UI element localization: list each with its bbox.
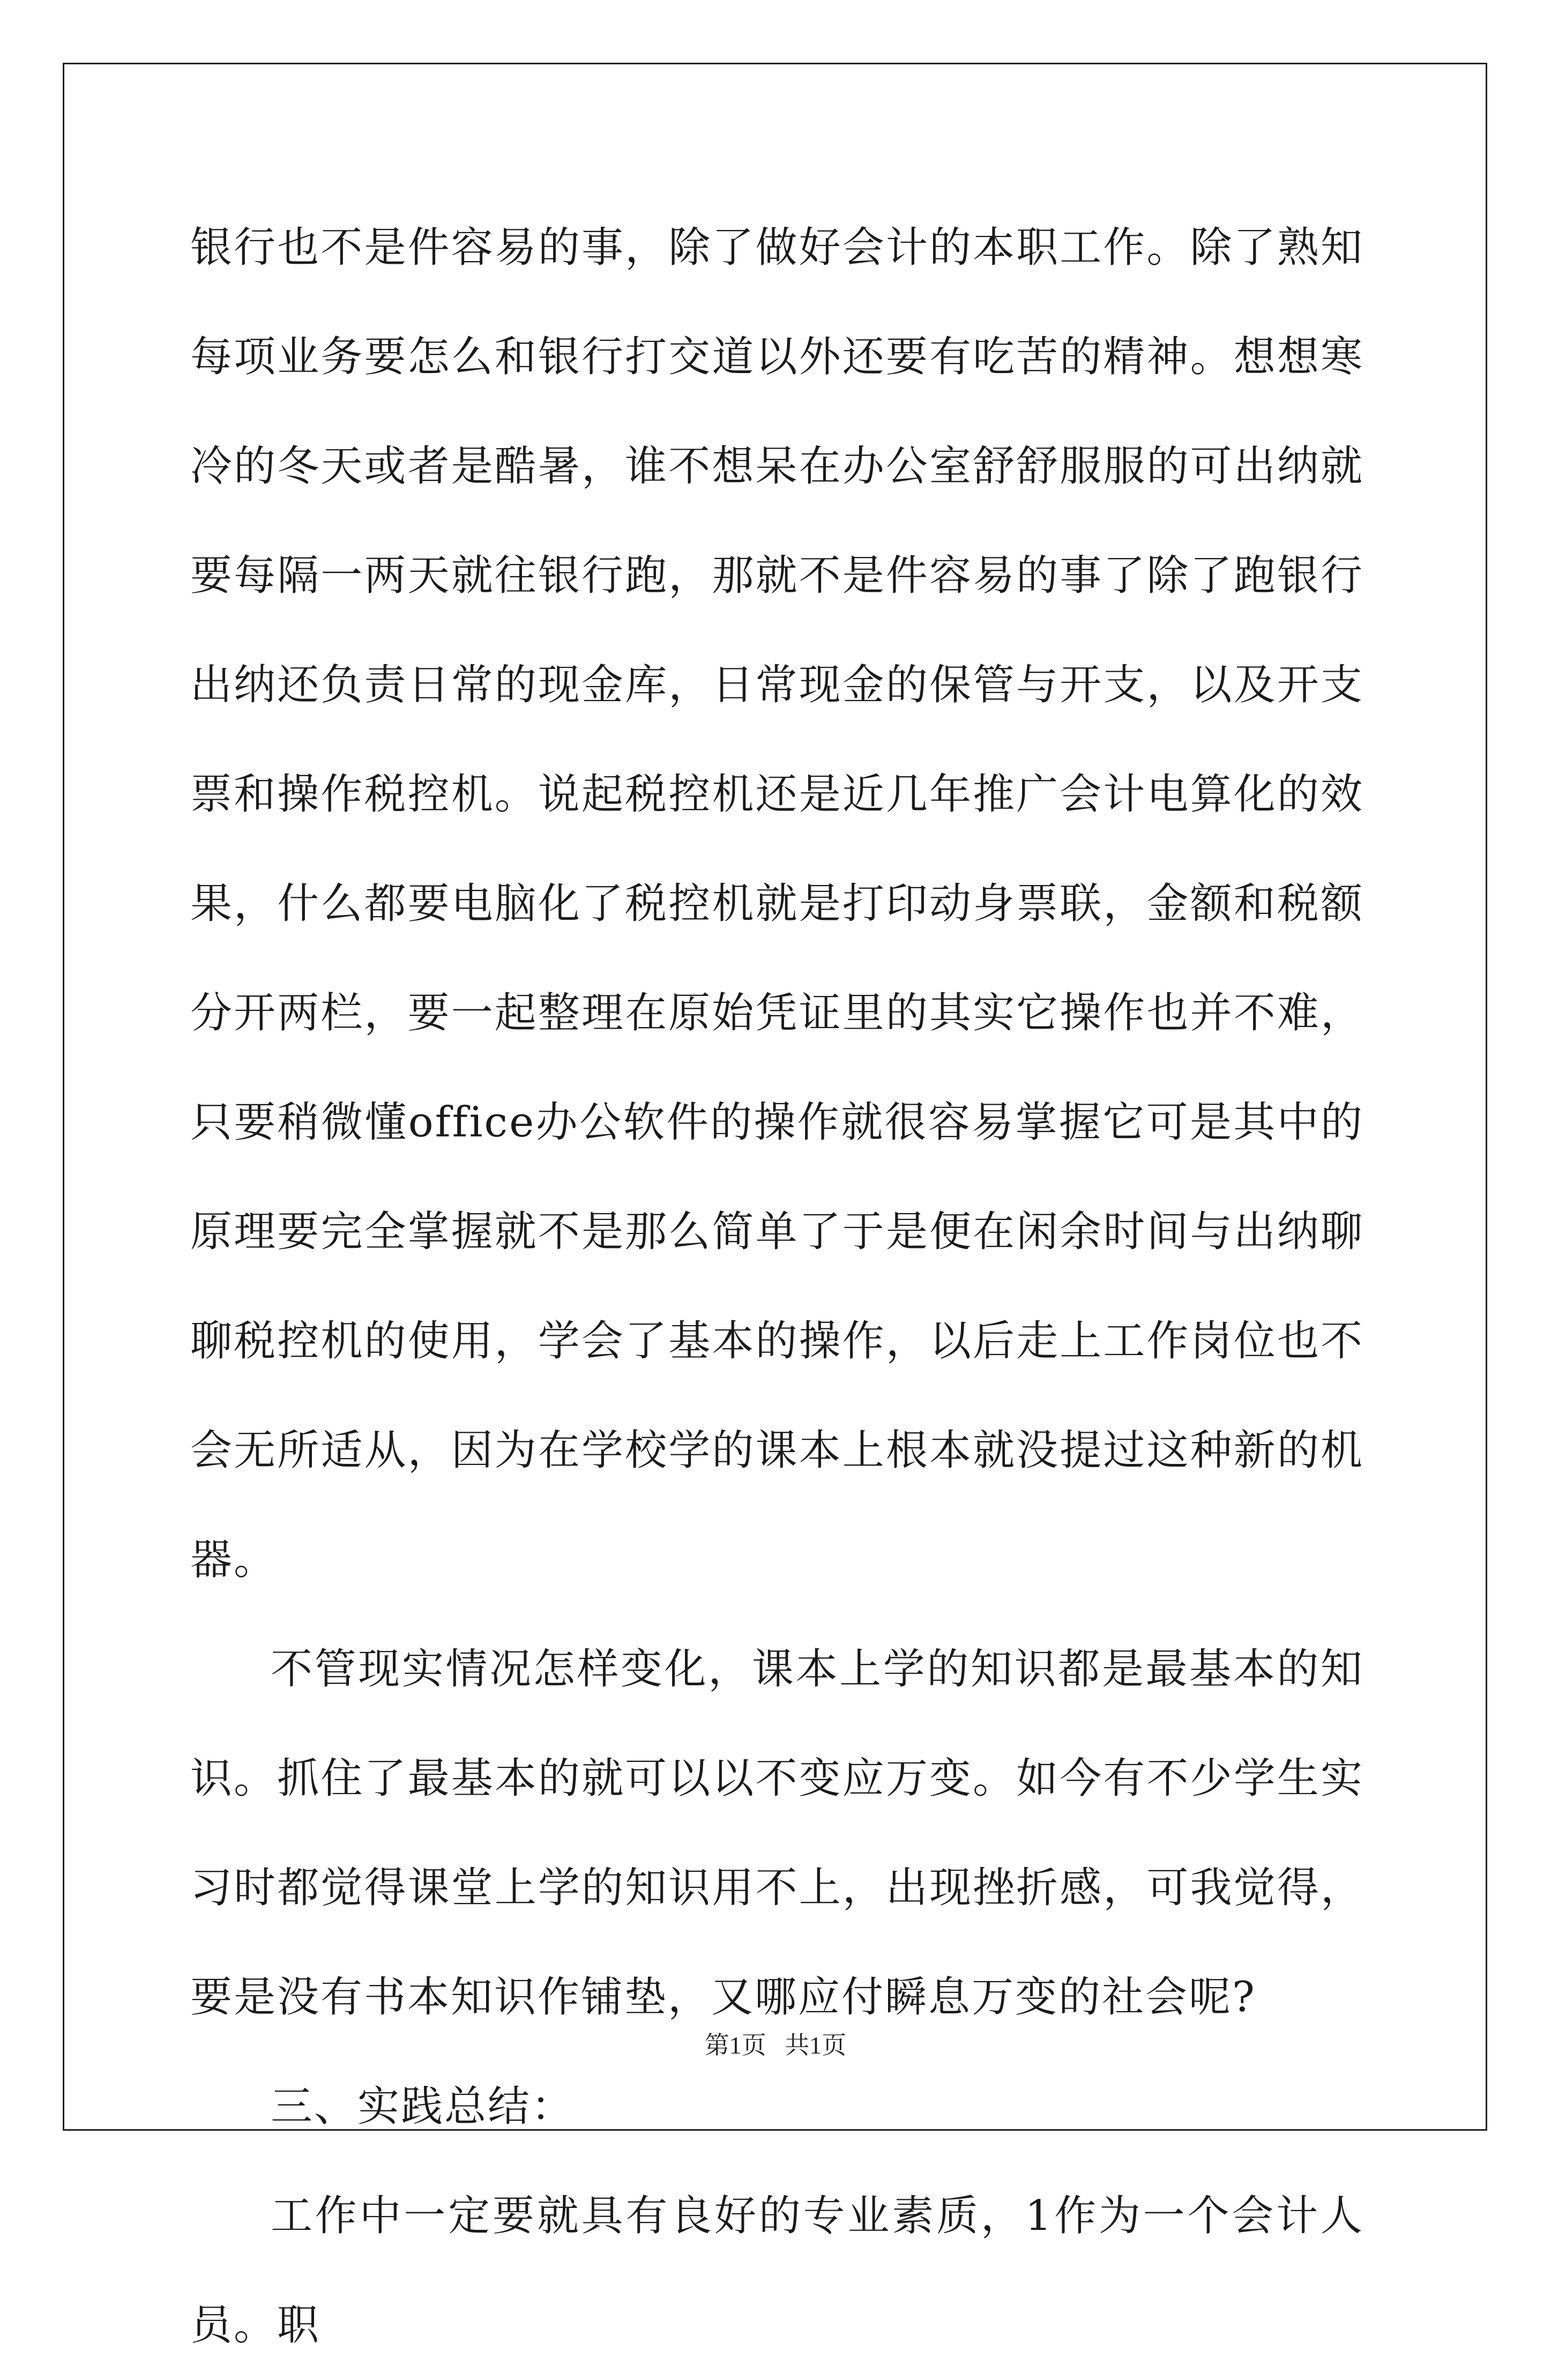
section-heading: 三、实践总结： [271,2082,575,2131]
paragraph-3: 工作中一定要就具有良好的专业素质，1作为一个会计人员。职 [190,2192,1364,2349]
page-number: 第1页 共1页 [704,2032,847,2059]
paragraph-1: 银行也不是件容易的事，除了做好会计的本职工作。除了熟知每项业务要怎么和银行打交道以外还要有吃苦的精神。想想寒冷的冬天或者是酷暑，谁不想呆在办公室舒舒服服的可出纳就要每隔一两天就往银行跑，那就不是件容易的事了除了跑银行出纳还负责日常的现金库，日常现金的保管与开支，以及开支票和操作税控机。说起税控机还是近几年推广会计电算化的效果，什么都要电脑化了税控机就是打印动身票联，金额和税额分开两栏，要一起整理在原始凭证里的其实它操作也并不难，只要稍微懂office办公软件的操作就很容易掌握它可是其中的原理要完全掌握就不是那么简单了于是便在闲余时间与出纳聊聊税控机的使用，学会了基本的操作，以后走上工作岗位也不会无所适从，因为在学校学的课本上根本就没提过这种新的机器。 [190,224,1364,1584]
paragraph-2: 不管现实情况怎样变化，课本上学的知识都是最基本的知识。抓住了最基本的就可以以不变应万变。如今有不少学生实习时都觉得课堂上学的知识用不上，出现挫折感，可我觉得，要是没有书本知识作铺垫，又哪应付瞬息万变的社会呢? [190,1645,1364,2021]
